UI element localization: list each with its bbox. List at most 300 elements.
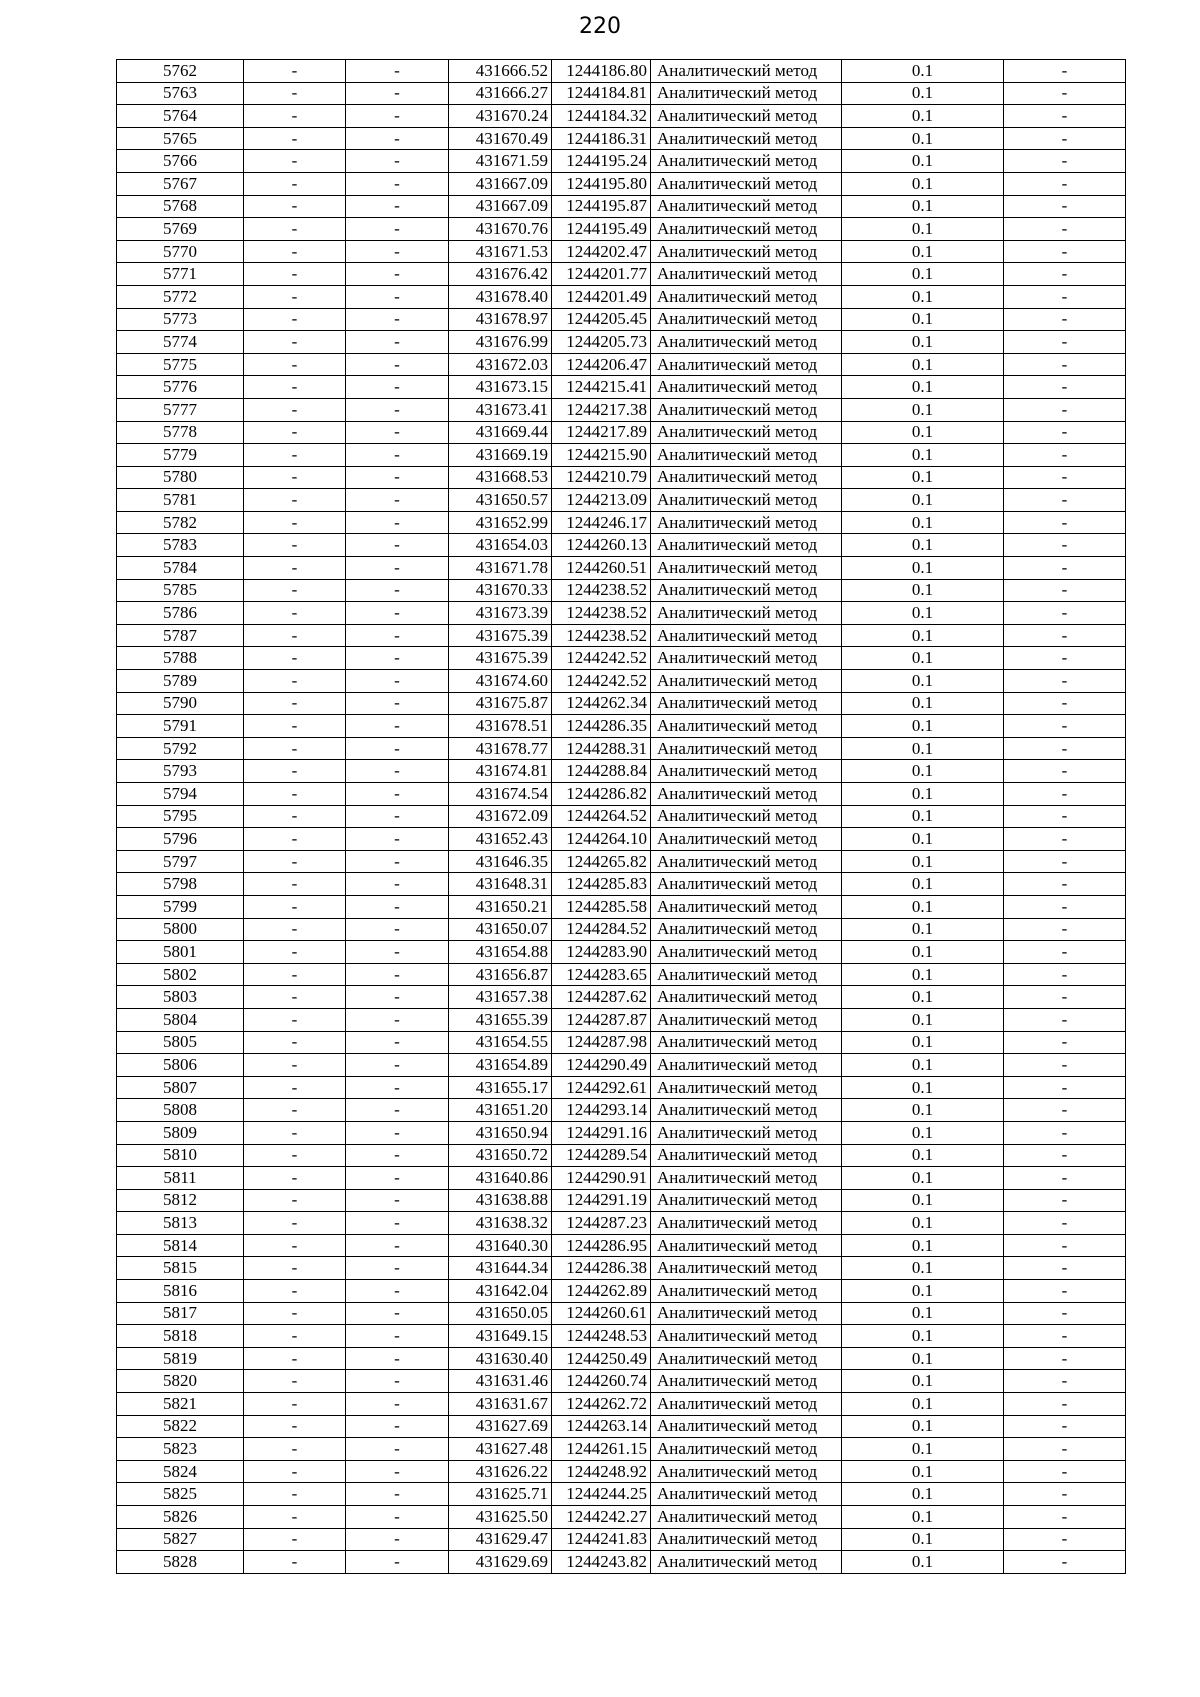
table-row (117, 557, 1126, 580)
y-coordinate-cell: 1244238.52 (552, 624, 651, 647)
point-number-cell: 5802 (117, 963, 244, 986)
point-number-cell: 5809 (117, 1121, 244, 1144)
empty-value-cell: - (346, 511, 449, 534)
accuracy-cell: 0.1 (842, 195, 1004, 218)
y-coordinate-cell: 1244287.62 (552, 986, 651, 1009)
accuracy-cell: 0.1 (842, 1212, 1004, 1235)
empty-value-cell: - (244, 692, 346, 715)
y-coordinate-cell: 1244262.72 (552, 1393, 651, 1416)
table-row (117, 172, 1126, 195)
empty-value-cell: - (346, 1008, 449, 1031)
point-number-cell: 5772 (117, 285, 244, 308)
empty-value-cell: - (1004, 308, 1126, 331)
empty-value-cell: - (1004, 60, 1126, 83)
empty-value-cell: - (244, 331, 346, 354)
accuracy-cell: 0.1 (842, 647, 1004, 670)
method-cell: Аналитический метод (651, 828, 842, 851)
method-cell: Аналитический метод (651, 1076, 842, 1099)
empty-value-cell: - (346, 172, 449, 195)
table-row (117, 986, 1126, 1009)
point-number-cell: 5818 (117, 1325, 244, 1348)
method-cell: Аналитический метод (651, 1506, 842, 1529)
empty-value-cell: - (1004, 1370, 1126, 1393)
x-coordinate-cell: 431674.81 (449, 760, 552, 783)
empty-value-cell: - (1004, 489, 1126, 512)
point-number-cell: 5771 (117, 263, 244, 286)
y-coordinate-cell: 1244186.80 (552, 60, 651, 83)
method-cell: Аналитический метод (651, 150, 842, 173)
empty-value-cell: - (346, 331, 449, 354)
point-number-cell: 5797 (117, 850, 244, 873)
empty-value-cell: - (244, 805, 346, 828)
empty-value-cell: - (346, 444, 449, 467)
method-cell: Аналитический метод (651, 737, 842, 760)
empty-value-cell: - (1004, 1460, 1126, 1483)
table-body (117, 60, 1126, 1574)
x-coordinate-cell: 431667.09 (449, 172, 552, 195)
point-number-cell: 5812 (117, 1189, 244, 1212)
empty-value-cell: - (346, 670, 449, 693)
point-number-cell: 5780 (117, 466, 244, 489)
y-coordinate-cell: 1244260.74 (552, 1370, 651, 1393)
empty-value-cell: - (1004, 353, 1126, 376)
method-cell: Аналитический метод (651, 240, 842, 263)
empty-value-cell: - (1004, 195, 1126, 218)
point-number-cell: 5817 (117, 1302, 244, 1325)
point-number-cell: 5791 (117, 715, 244, 738)
y-coordinate-cell: 1244217.89 (552, 421, 651, 444)
empty-value-cell: - (346, 1257, 449, 1280)
point-number-cell: 5793 (117, 760, 244, 783)
method-cell: Аналитический метод (651, 1460, 842, 1483)
x-coordinate-cell: 431650.21 (449, 895, 552, 918)
empty-value-cell: - (346, 1189, 449, 1212)
point-number-cell: 5794 (117, 783, 244, 806)
empty-value-cell: - (244, 511, 346, 534)
x-coordinate-cell: 431626.22 (449, 1460, 552, 1483)
empty-value-cell: - (1004, 466, 1126, 489)
y-coordinate-cell: 1244244.25 (552, 1483, 651, 1506)
accuracy-cell: 0.1 (842, 1121, 1004, 1144)
accuracy-cell: 0.1 (842, 670, 1004, 693)
point-number-cell: 5828 (117, 1551, 244, 1574)
x-coordinate-cell: 431638.32 (449, 1212, 552, 1235)
empty-value-cell: - (346, 376, 449, 399)
empty-value-cell: - (244, 1506, 346, 1529)
x-coordinate-cell: 431673.15 (449, 376, 552, 399)
empty-value-cell: - (244, 218, 346, 241)
x-coordinate-cell: 431631.46 (449, 1370, 552, 1393)
empty-value-cell: - (1004, 127, 1126, 150)
table-row (117, 1393, 1126, 1416)
y-coordinate-cell: 1244206.47 (552, 353, 651, 376)
empty-value-cell: - (244, 895, 346, 918)
y-coordinate-cell: 1244238.52 (552, 602, 651, 625)
method-cell: Аналитический метод (651, 557, 842, 580)
x-coordinate-cell: 431678.97 (449, 308, 552, 331)
empty-value-cell: - (244, 783, 346, 806)
empty-value-cell: - (1004, 263, 1126, 286)
point-number-cell: 5786 (117, 602, 244, 625)
table-row (117, 941, 1126, 964)
empty-value-cell: - (244, 1280, 346, 1303)
method-cell: Аналитический метод (651, 1302, 842, 1325)
x-coordinate-cell: 431654.55 (449, 1031, 552, 1054)
empty-value-cell: - (244, 1189, 346, 1212)
accuracy-cell: 0.1 (842, 828, 1004, 851)
empty-value-cell: - (244, 263, 346, 286)
y-coordinate-cell: 1244246.17 (552, 511, 651, 534)
x-coordinate-cell: 431678.40 (449, 285, 552, 308)
accuracy-cell: 0.1 (842, 1483, 1004, 1506)
empty-value-cell: - (346, 263, 449, 286)
y-coordinate-cell: 1244201.77 (552, 263, 651, 286)
point-number-cell: 5827 (117, 1528, 244, 1551)
accuracy-cell: 0.1 (842, 1031, 1004, 1054)
table-row (117, 444, 1126, 467)
x-coordinate-cell: 431656.87 (449, 963, 552, 986)
empty-value-cell: - (244, 918, 346, 941)
empty-value-cell: - (1004, 941, 1126, 964)
empty-value-cell: - (1004, 1189, 1126, 1212)
empty-value-cell: - (1004, 895, 1126, 918)
method-cell: Аналитический метод (651, 1189, 842, 1212)
accuracy-cell: 0.1 (842, 1370, 1004, 1393)
x-coordinate-cell: 431654.89 (449, 1054, 552, 1077)
y-coordinate-cell: 1244213.09 (552, 489, 651, 512)
table-row (117, 195, 1126, 218)
y-coordinate-cell: 1244265.82 (552, 850, 651, 873)
empty-value-cell: - (244, 579, 346, 602)
empty-value-cell: - (346, 602, 449, 625)
method-cell: Аналитический метод (651, 715, 842, 738)
point-number-cell: 5777 (117, 398, 244, 421)
method-cell: Аналитический метод (651, 172, 842, 195)
method-cell: Аналитический метод (651, 1347, 842, 1370)
method-cell: Аналитический метод (651, 783, 842, 806)
x-coordinate-cell: 431675.39 (449, 624, 552, 647)
point-number-cell: 5822 (117, 1415, 244, 1438)
point-number-cell: 5810 (117, 1144, 244, 1167)
empty-value-cell: - (346, 1031, 449, 1054)
method-cell: Аналитический метод (651, 489, 842, 512)
point-number-cell: 5778 (117, 421, 244, 444)
empty-value-cell: - (346, 1347, 449, 1370)
accuracy-cell: 0.1 (842, 1257, 1004, 1280)
method-cell: Аналитический метод (651, 376, 842, 399)
table-row (117, 331, 1126, 354)
method-cell: Аналитический метод (651, 963, 842, 986)
point-number-cell: 5762 (117, 60, 244, 83)
table-row (117, 1189, 1126, 1212)
point-number-cell: 5782 (117, 511, 244, 534)
point-number-cell: 5825 (117, 1483, 244, 1506)
x-coordinate-cell: 431668.53 (449, 466, 552, 489)
table-row (117, 783, 1126, 806)
method-cell: Аналитический метод (651, 1121, 842, 1144)
x-coordinate-cell: 431644.34 (449, 1257, 552, 1280)
y-coordinate-cell: 1244242.27 (552, 1506, 651, 1529)
y-coordinate-cell: 1244241.83 (552, 1528, 651, 1551)
empty-value-cell: - (1004, 1099, 1126, 1122)
method-cell: Аналитический метод (651, 1393, 842, 1416)
x-coordinate-cell: 431648.31 (449, 873, 552, 896)
empty-value-cell: - (346, 218, 449, 241)
empty-value-cell: - (1004, 1212, 1126, 1235)
empty-value-cell: - (346, 240, 449, 263)
method-cell: Аналитический метод (651, 1325, 842, 1348)
accuracy-cell: 0.1 (842, 398, 1004, 421)
x-coordinate-cell: 431672.03 (449, 353, 552, 376)
empty-value-cell: - (244, 1076, 346, 1099)
y-coordinate-cell: 1244195.80 (552, 172, 651, 195)
empty-value-cell: - (244, 986, 346, 1009)
method-cell: Аналитический метод (651, 1280, 842, 1303)
table-row (117, 1257, 1126, 1280)
table-row (117, 828, 1126, 851)
table-row (117, 398, 1126, 421)
empty-value-cell: - (244, 308, 346, 331)
coordinates-table (116, 59, 1126, 1574)
table-row (117, 127, 1126, 150)
empty-value-cell: - (1004, 557, 1126, 580)
empty-value-cell: - (244, 1551, 346, 1574)
method-cell: Аналитический метод (651, 127, 842, 150)
empty-value-cell: - (244, 715, 346, 738)
accuracy-cell: 0.1 (842, 1189, 1004, 1212)
x-coordinate-cell: 431666.52 (449, 60, 552, 83)
table-row (117, 1438, 1126, 1461)
method-cell: Аналитический метод (651, 647, 842, 670)
empty-value-cell: - (1004, 1076, 1126, 1099)
x-coordinate-cell: 431642.04 (449, 1280, 552, 1303)
empty-value-cell: - (1004, 218, 1126, 241)
empty-value-cell: - (1004, 1551, 1126, 1574)
empty-value-cell: - (1004, 82, 1126, 105)
y-coordinate-cell: 1244202.47 (552, 240, 651, 263)
method-cell: Аналитический метод (651, 1234, 842, 1257)
accuracy-cell: 0.1 (842, 624, 1004, 647)
empty-value-cell: - (346, 715, 449, 738)
empty-value-cell: - (346, 1551, 449, 1574)
empty-value-cell: - (346, 1234, 449, 1257)
y-coordinate-cell: 1244288.31 (552, 737, 651, 760)
table-row (117, 60, 1126, 83)
y-coordinate-cell: 1244263.14 (552, 1415, 651, 1438)
empty-value-cell: - (346, 1370, 449, 1393)
empty-value-cell: - (244, 489, 346, 512)
method-cell: Аналитический метод (651, 1257, 842, 1280)
y-coordinate-cell: 1244195.87 (552, 195, 651, 218)
x-coordinate-cell: 431650.07 (449, 918, 552, 941)
y-coordinate-cell: 1244288.84 (552, 760, 651, 783)
table-row (117, 647, 1126, 670)
x-coordinate-cell: 431672.09 (449, 805, 552, 828)
empty-value-cell: - (1004, 805, 1126, 828)
table-row (117, 1325, 1126, 1348)
x-coordinate-cell: 431652.43 (449, 828, 552, 851)
table-row (117, 150, 1126, 173)
table-row (117, 1370, 1126, 1393)
empty-value-cell: - (1004, 579, 1126, 602)
method-cell: Аналитический метод (651, 624, 842, 647)
method-cell: Аналитический метод (651, 670, 842, 693)
method-cell: Аналитический метод (651, 421, 842, 444)
method-cell: Аналитический метод (651, 918, 842, 941)
empty-value-cell: - (1004, 963, 1126, 986)
empty-value-cell: - (346, 1438, 449, 1461)
point-number-cell: 5785 (117, 579, 244, 602)
y-coordinate-cell: 1244287.98 (552, 1031, 651, 1054)
point-number-cell: 5788 (117, 647, 244, 670)
empty-value-cell: - (244, 1415, 346, 1438)
table-row (117, 1234, 1126, 1257)
empty-value-cell: - (1004, 1528, 1126, 1551)
method-cell: Аналитический метод (651, 579, 842, 602)
point-number-cell: 5792 (117, 737, 244, 760)
table-row (117, 1483, 1126, 1506)
y-coordinate-cell: 1244238.52 (552, 579, 651, 602)
empty-value-cell: - (244, 150, 346, 173)
point-number-cell: 5805 (117, 1031, 244, 1054)
empty-value-cell: - (1004, 1302, 1126, 1325)
x-coordinate-cell: 431631.67 (449, 1393, 552, 1416)
empty-value-cell: - (1004, 398, 1126, 421)
y-coordinate-cell: 1244261.15 (552, 1438, 651, 1461)
empty-value-cell: - (346, 692, 449, 715)
x-coordinate-cell: 431630.40 (449, 1347, 552, 1370)
point-number-cell: 5764 (117, 105, 244, 128)
x-coordinate-cell: 431674.60 (449, 670, 552, 693)
y-coordinate-cell: 1244260.13 (552, 534, 651, 557)
y-coordinate-cell: 1244201.49 (552, 285, 651, 308)
y-coordinate-cell: 1244215.41 (552, 376, 651, 399)
point-number-cell: 5799 (117, 895, 244, 918)
empty-value-cell: - (244, 1167, 346, 1190)
x-coordinate-cell: 431640.30 (449, 1234, 552, 1257)
table-row (117, 895, 1126, 918)
method-cell: Аналитический метод (651, 692, 842, 715)
empty-value-cell: - (244, 1031, 346, 1054)
x-coordinate-cell: 431650.05 (449, 1302, 552, 1325)
empty-value-cell: - (346, 1325, 449, 1348)
empty-value-cell: - (1004, 1144, 1126, 1167)
table-row (117, 918, 1126, 941)
empty-value-cell: - (1004, 873, 1126, 896)
point-number-cell: 5774 (117, 331, 244, 354)
point-number-cell: 5819 (117, 1347, 244, 1370)
accuracy-cell: 0.1 (842, 1393, 1004, 1416)
empty-value-cell: - (346, 105, 449, 128)
empty-value-cell: - (244, 760, 346, 783)
table-row (117, 624, 1126, 647)
x-coordinate-cell: 431666.27 (449, 82, 552, 105)
empty-value-cell: - (1004, 850, 1126, 873)
method-cell: Аналитический метод (651, 1551, 842, 1574)
empty-value-cell: - (244, 444, 346, 467)
accuracy-cell: 0.1 (842, 218, 1004, 241)
y-coordinate-cell: 1244286.38 (552, 1257, 651, 1280)
empty-value-cell: - (244, 647, 346, 670)
method-cell: Аналитический метод (651, 895, 842, 918)
y-coordinate-cell: 1244242.52 (552, 670, 651, 693)
point-number-cell: 5803 (117, 986, 244, 1009)
point-number-cell: 5768 (117, 195, 244, 218)
y-coordinate-cell: 1244210.79 (552, 466, 651, 489)
table-row (117, 1415, 1126, 1438)
table-row (117, 1551, 1126, 1574)
empty-value-cell: - (244, 1302, 346, 1325)
x-coordinate-cell: 431669.19 (449, 444, 552, 467)
empty-value-cell: - (1004, 150, 1126, 173)
empty-value-cell: - (346, 737, 449, 760)
method-cell: Аналитический метод (651, 1483, 842, 1506)
accuracy-cell: 0.1 (842, 240, 1004, 263)
x-coordinate-cell: 431651.20 (449, 1099, 552, 1122)
accuracy-cell: 0.1 (842, 1551, 1004, 1574)
accuracy-cell: 0.1 (842, 579, 1004, 602)
table-row (117, 715, 1126, 738)
table-row (117, 1506, 1126, 1529)
empty-value-cell: - (346, 1280, 449, 1303)
point-number-cell: 5773 (117, 308, 244, 331)
x-coordinate-cell: 431673.39 (449, 602, 552, 625)
empty-value-cell: - (1004, 1483, 1126, 1506)
empty-value-cell: - (244, 850, 346, 873)
empty-value-cell: - (346, 918, 449, 941)
y-coordinate-cell: 1244184.32 (552, 105, 651, 128)
y-coordinate-cell: 1244205.73 (552, 331, 651, 354)
y-coordinate-cell: 1244250.49 (552, 1347, 651, 1370)
empty-value-cell: - (346, 850, 449, 873)
table-row (117, 692, 1126, 715)
x-coordinate-cell: 431671.78 (449, 557, 552, 580)
empty-value-cell: - (346, 534, 449, 557)
y-coordinate-cell: 1244292.61 (552, 1076, 651, 1099)
table-row (117, 850, 1126, 873)
accuracy-cell: 0.1 (842, 172, 1004, 195)
empty-value-cell: - (1004, 1438, 1126, 1461)
empty-value-cell: - (1004, 331, 1126, 354)
empty-value-cell: - (346, 557, 449, 580)
table-row (117, 240, 1126, 263)
empty-value-cell: - (346, 1415, 449, 1438)
accuracy-cell: 0.1 (842, 263, 1004, 286)
accuracy-cell: 0.1 (842, 489, 1004, 512)
accuracy-cell: 0.1 (842, 1144, 1004, 1167)
method-cell: Аналитический метод (651, 986, 842, 1009)
x-coordinate-cell: 431670.76 (449, 218, 552, 241)
x-coordinate-cell: 431625.71 (449, 1483, 552, 1506)
empty-value-cell: - (346, 150, 449, 173)
empty-value-cell: - (346, 82, 449, 105)
y-coordinate-cell: 1244248.92 (552, 1460, 651, 1483)
table-row (117, 1144, 1126, 1167)
method-cell: Аналитический метод (651, 353, 842, 376)
x-coordinate-cell: 431670.24 (449, 105, 552, 128)
point-number-cell: 5769 (117, 218, 244, 241)
x-coordinate-cell: 431678.51 (449, 715, 552, 738)
accuracy-cell: 0.1 (842, 1234, 1004, 1257)
empty-value-cell: - (346, 353, 449, 376)
table-row (117, 1528, 1126, 1551)
empty-value-cell: - (244, 737, 346, 760)
table-row (117, 1121, 1126, 1144)
empty-value-cell: - (244, 1460, 346, 1483)
x-coordinate-cell: 431655.17 (449, 1076, 552, 1099)
table-row (117, 308, 1126, 331)
method-cell: Аналитический метод (651, 534, 842, 557)
